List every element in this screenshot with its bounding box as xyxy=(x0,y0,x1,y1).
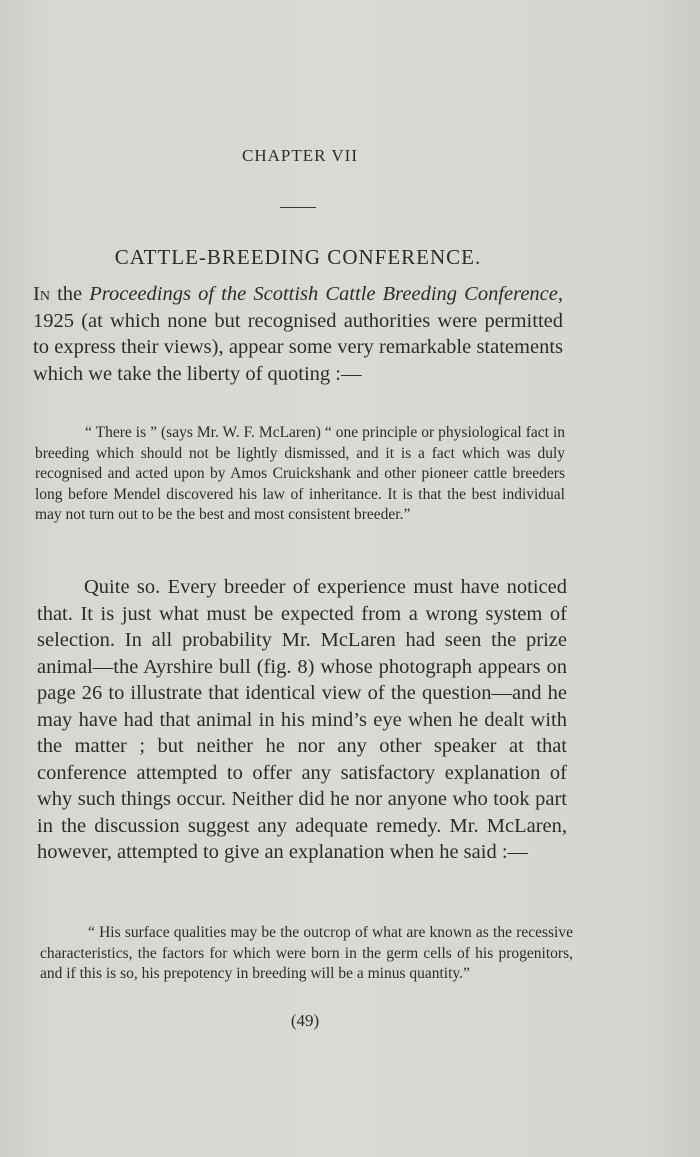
chapter-heading: CHAPTER VII xyxy=(242,146,358,165)
page-number: (49) xyxy=(290,1011,320,1030)
intro-paragraph xyxy=(33,281,563,387)
body-paragraph: Quite so. Every breeder of experience must have noticed that. It is just what must be expected from a wrong system of selection. In all probability Mr. McLaren had seen the prize animal—the Ayrshire bull (fig. 8) whose photograph appears on page 26 to illustrate that identical view of the question—and he may have had that animal in his mind’s eye when he dealt with the matter ; but neither he nor any other speaker at that conference attempted to offer any satisfactory explanation of why such things occur. Neither did he nor anyone who took part in the discussion suggest any adequate remedy. Mr. McLaren, however, attempted to give an explanation when he said :— xyxy=(37,576,567,863)
heading-rule xyxy=(280,207,316,208)
section-title: CATTLE-BREEDING CONFERENCE. xyxy=(114,245,482,269)
drop-word: In xyxy=(33,283,50,305)
quote-mclaren-1: “ There is ” (says Mr. W. F. McLaren) “ one principle or physiological fact in breeding which should not be lightly dismissed, and it is a fact which was duly recognised and acted upon by Amos Cruickshank and other pioneer cattle breeders long before Mendel discovered his law of inheritance. It is that the best individual may not turn out to be the best and most consistent breeder.” xyxy=(35,424,565,523)
intro-pre: the xyxy=(49,283,90,305)
quote-mclaren-2: “ His surface qualities may be the outcrop of what are known as the recessive characteristics, the factors for which were born in the germ cells of his progenitors, and if this is so, his prepotency in breeding will be a minus quantity.” xyxy=(40,924,573,982)
intro-post: 1925 (at which none but recognised authorities were permitted to express their views), appear some very remarkable statements which we take the liberty of quoting :— xyxy=(33,309,563,385)
proceedings-title: Proceedings of the Scottish Cattle Breeding Conference, xyxy=(89,283,563,305)
